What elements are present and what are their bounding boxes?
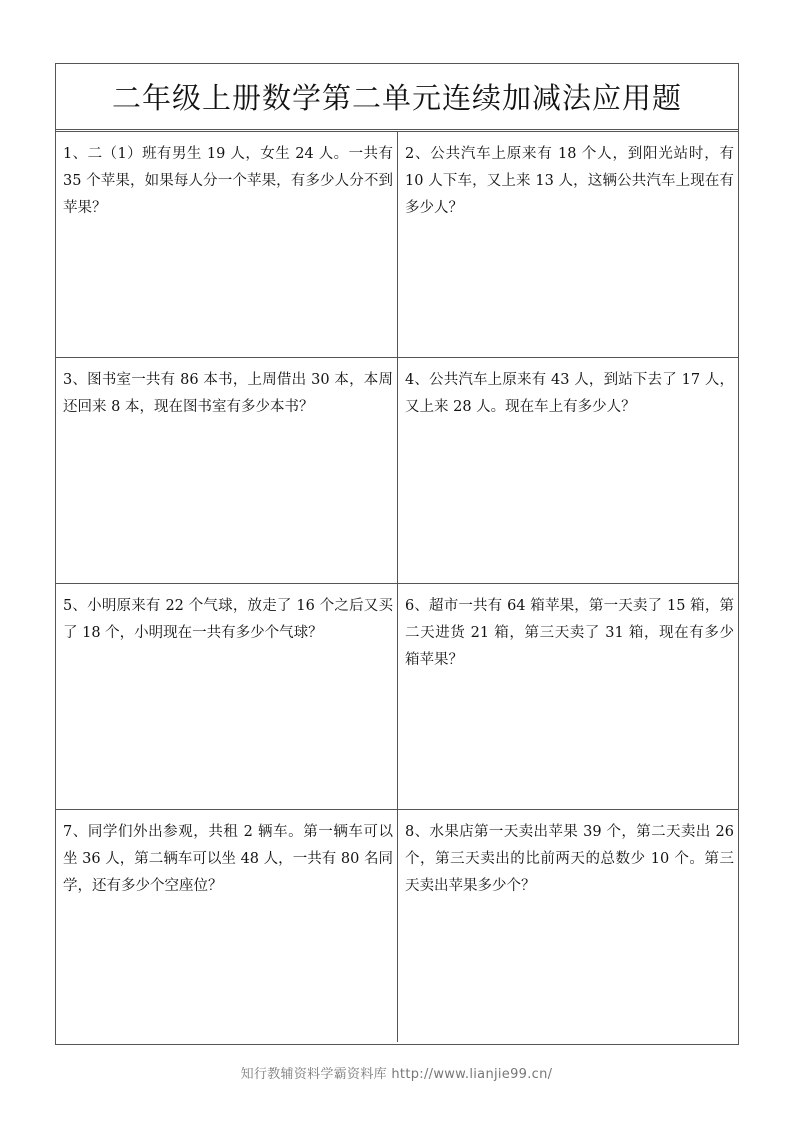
problem-cell-2: 2、公共汽车上原来有 18 个人，到阳光站时，有 10 人下车，又上来 13 人，这辆公共汽车上现在有多少人？: [398, 132, 738, 358]
problem-cell-5: 5、小明原来有 22 个气球，放走了 16 个之后又买了 18 个，小明现在一共有多少个气球？: [56, 584, 398, 810]
problem-cell-3: 3、图书室一共有 86 本书，上周借出 30 本，本周还回来 8 本，现在图书室有多少本书？: [56, 358, 398, 584]
footer-watermark: 知行教辅资料学霸资料库 http://www.lianjie99.cn/: [240, 1067, 553, 1082]
worksheet: [55, 63, 739, 1045]
page-title: 二年级上册数学第二单元连续加减法应用题: [111, 81, 682, 115]
problem-cell-1: 1、二（1）班有男生 19 人，女生 24 人。一共有 35 个苹果，如果每人分一个苹果，有多少人分不到苹果？: [56, 132, 398, 358]
problem-cell-6: 6、超市一共有 64 箱苹果，第一天卖了 15 箱，第二天进货 21 箱，第三天卖了 31 箱，现在有多少箱苹果？: [398, 584, 738, 810]
problem-cell-7: 7、同学们外出参观，共租 2 辆车。第一辆车可以坐 36 人，第二辆车可以坐 48 人，一共有 80 名同学，还有多少个空座位？: [56, 810, 398, 1042]
problem-cell-8: 8、水果店第一天卖出苹果 39 个，第二天卖出 26 个，第三天卖出的比前两天的总数少 10 个。第三天卖出苹果多少个？: [405, 824, 734, 894]
problem-cell-4: 4、公共汽车上原来有 43 人，到站下去了 17 人，又上来 28 人。现在车上有多少人？: [398, 358, 738, 584]
problem-grid: [56, 132, 738, 1044]
title-row: [56, 64, 738, 132]
